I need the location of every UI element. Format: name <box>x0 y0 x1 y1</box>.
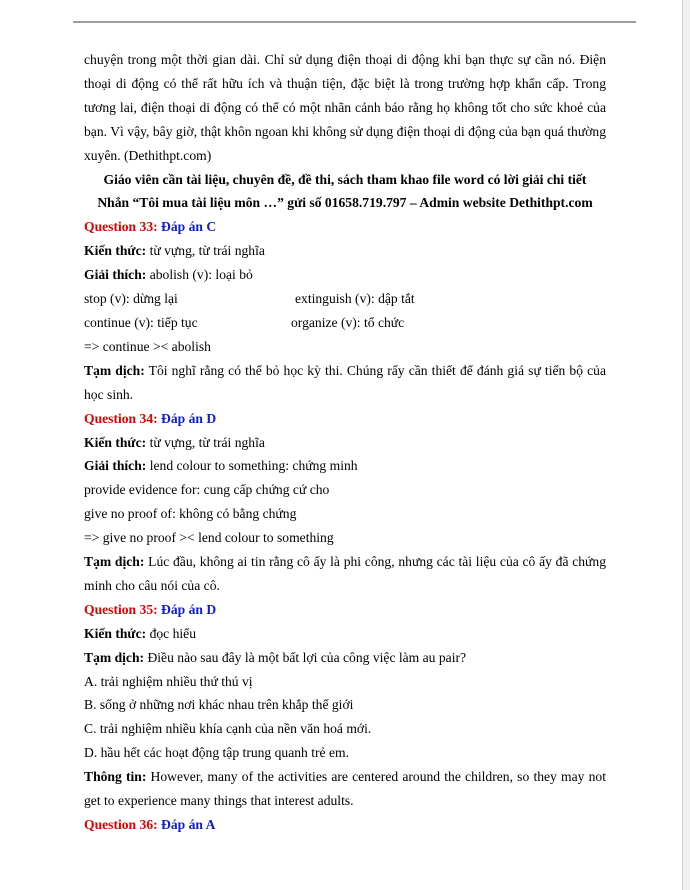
q35-option-d: D. hầu hết các hoạt động tập trung quanh trẻ em. <box>84 745 349 761</box>
q33-heading <box>84 215 606 239</box>
q34-conclusion: => give no proof >< lend colour to something <box>84 530 334 546</box>
q34-answer: Đáp án D <box>161 410 217 426</box>
q33-opt-continue: continue (v): tiếp tục <box>84 314 198 330</box>
q33-explanation-text: abolish (v): loại bỏ <box>149 267 253 283</box>
q33-explanation <box>84 263 606 287</box>
q34-line-2: give no proof of: không có bằng chứng <box>84 506 297 522</box>
q35-option-c: C. trải nghiệm nhiều khía cạnh của nền văn hoá mới. <box>84 721 372 737</box>
q33-translation <box>84 359 606 407</box>
q33-options-row-1 <box>84 287 606 311</box>
q33-answer: Đáp án C <box>161 219 217 235</box>
explanation-label: Giải thích: <box>84 267 147 283</box>
document-body <box>84 48 606 837</box>
q33-knowledge <box>84 239 606 263</box>
q33-options-row-2 <box>84 311 606 335</box>
q35-answer: Đáp án D <box>161 601 217 617</box>
q33-opt-organize: organize (v): tổ chức <box>291 314 405 330</box>
knowledge-label: Kiến thức: <box>84 243 147 259</box>
q35-knowledge <box>84 622 606 646</box>
explanation-label: Giải thích: <box>84 458 147 474</box>
q34-knowledge-text: từ vựng, từ trái nghĩa <box>149 434 265 450</box>
ad-line-1: Giáo viên cần tài liệu, chuyên đề, đề thi, sách tham khao file word có lời giải chi tiết <box>103 171 587 187</box>
q33-opt-extinguish: extinguish (v): dập tắt <box>295 291 415 307</box>
info-label: Thông tin: <box>84 769 147 785</box>
q36-answer: Đáp án A <box>161 817 216 832</box>
translation-label: Tạm dịch: <box>84 362 145 378</box>
q35-title: Question 35: <box>84 601 158 617</box>
q33-opt-stop: stop (v): dừng lại <box>84 291 178 307</box>
q34-explanation-text: lend colour to something: chứng minh <box>149 458 358 474</box>
q35-heading <box>84 598 606 622</box>
header-rule <box>73 21 636 23</box>
knowledge-label: Kiến thức: <box>84 625 147 641</box>
q35-option-a: A. trải nghiệm nhiều thứ thú vị <box>84 673 253 689</box>
q33-translation-text: Tôi nghĩ rằng có thể bỏ học kỳ thi. Chúng rấy cần thiết để đánh giá sự tiến bộ của học sinh. <box>84 362 606 402</box>
q35-knowledge-text: đọc hiểu <box>149 625 196 641</box>
q36-heading <box>84 813 606 837</box>
intro-paragraph: chuyện trong một thời gian dài. Chỉ sử dụng điện thoại di động khi bạn thực sự cần nó. Điện thoại di động có thể rất hữu ích và thuận tiện, đặc biệt là trong trường hợp khẩn cấp. Trong tương lai, điện thoại di động có thể có một nhãn cảnh báo rằng họ không tốt cho sức khoẻ của bạn. Vì vậy, bây giờ, thật khôn ngoan khi không sử dụng điện thoại di động của bạn quá thường xuyên. (Dethithpt.com) <box>84 52 606 163</box>
q33-knowledge-text: từ vựng, từ trái nghĩa <box>149 243 265 259</box>
q34-knowledge <box>84 431 606 455</box>
knowledge-label: Kiến thức: <box>84 434 147 450</box>
q33-title: Question 33: <box>84 219 158 235</box>
q34-heading <box>84 407 606 431</box>
q35-info <box>84 765 606 813</box>
q34-translation-text: Lúc đầu, không ai tin rằng cô ấy là phi công, nhưng các tài liệu của cô ấy đã chứng minh cho câu nói của cô. <box>84 554 607 593</box>
q36-title: Question 36: <box>84 817 158 832</box>
q34-line-1: provide evidence for: cung cấp chứng cứ cho <box>84 482 330 498</box>
q35-option-b: B. sống ở những nơi khác nhau trên khắp thế giới <box>84 697 354 713</box>
q35-translation <box>84 646 606 670</box>
q33-conclusion: => continue >< abolish <box>84 338 211 354</box>
q35-translation-text: Điều nào sau đây là một bất lợi của công việc làm au pair? <box>147 649 467 665</box>
q34-explanation <box>84 454 606 478</box>
q35-info-text: However, many of the activities are centered around the children, so they may not get to experience many things that interest adults. <box>84 769 606 809</box>
translation-label: Tạm dịch: <box>84 554 145 570</box>
q34-translation <box>84 550 606 598</box>
ad-line-2: Nhắn “Tôi mua tài liệu môn …” gửi số 01658.719.797 – Admin website Dethithpt.com <box>97 195 593 211</box>
q34-title: Question 34: <box>84 410 158 426</box>
translation-label: Tạm dịch: <box>84 649 145 665</box>
